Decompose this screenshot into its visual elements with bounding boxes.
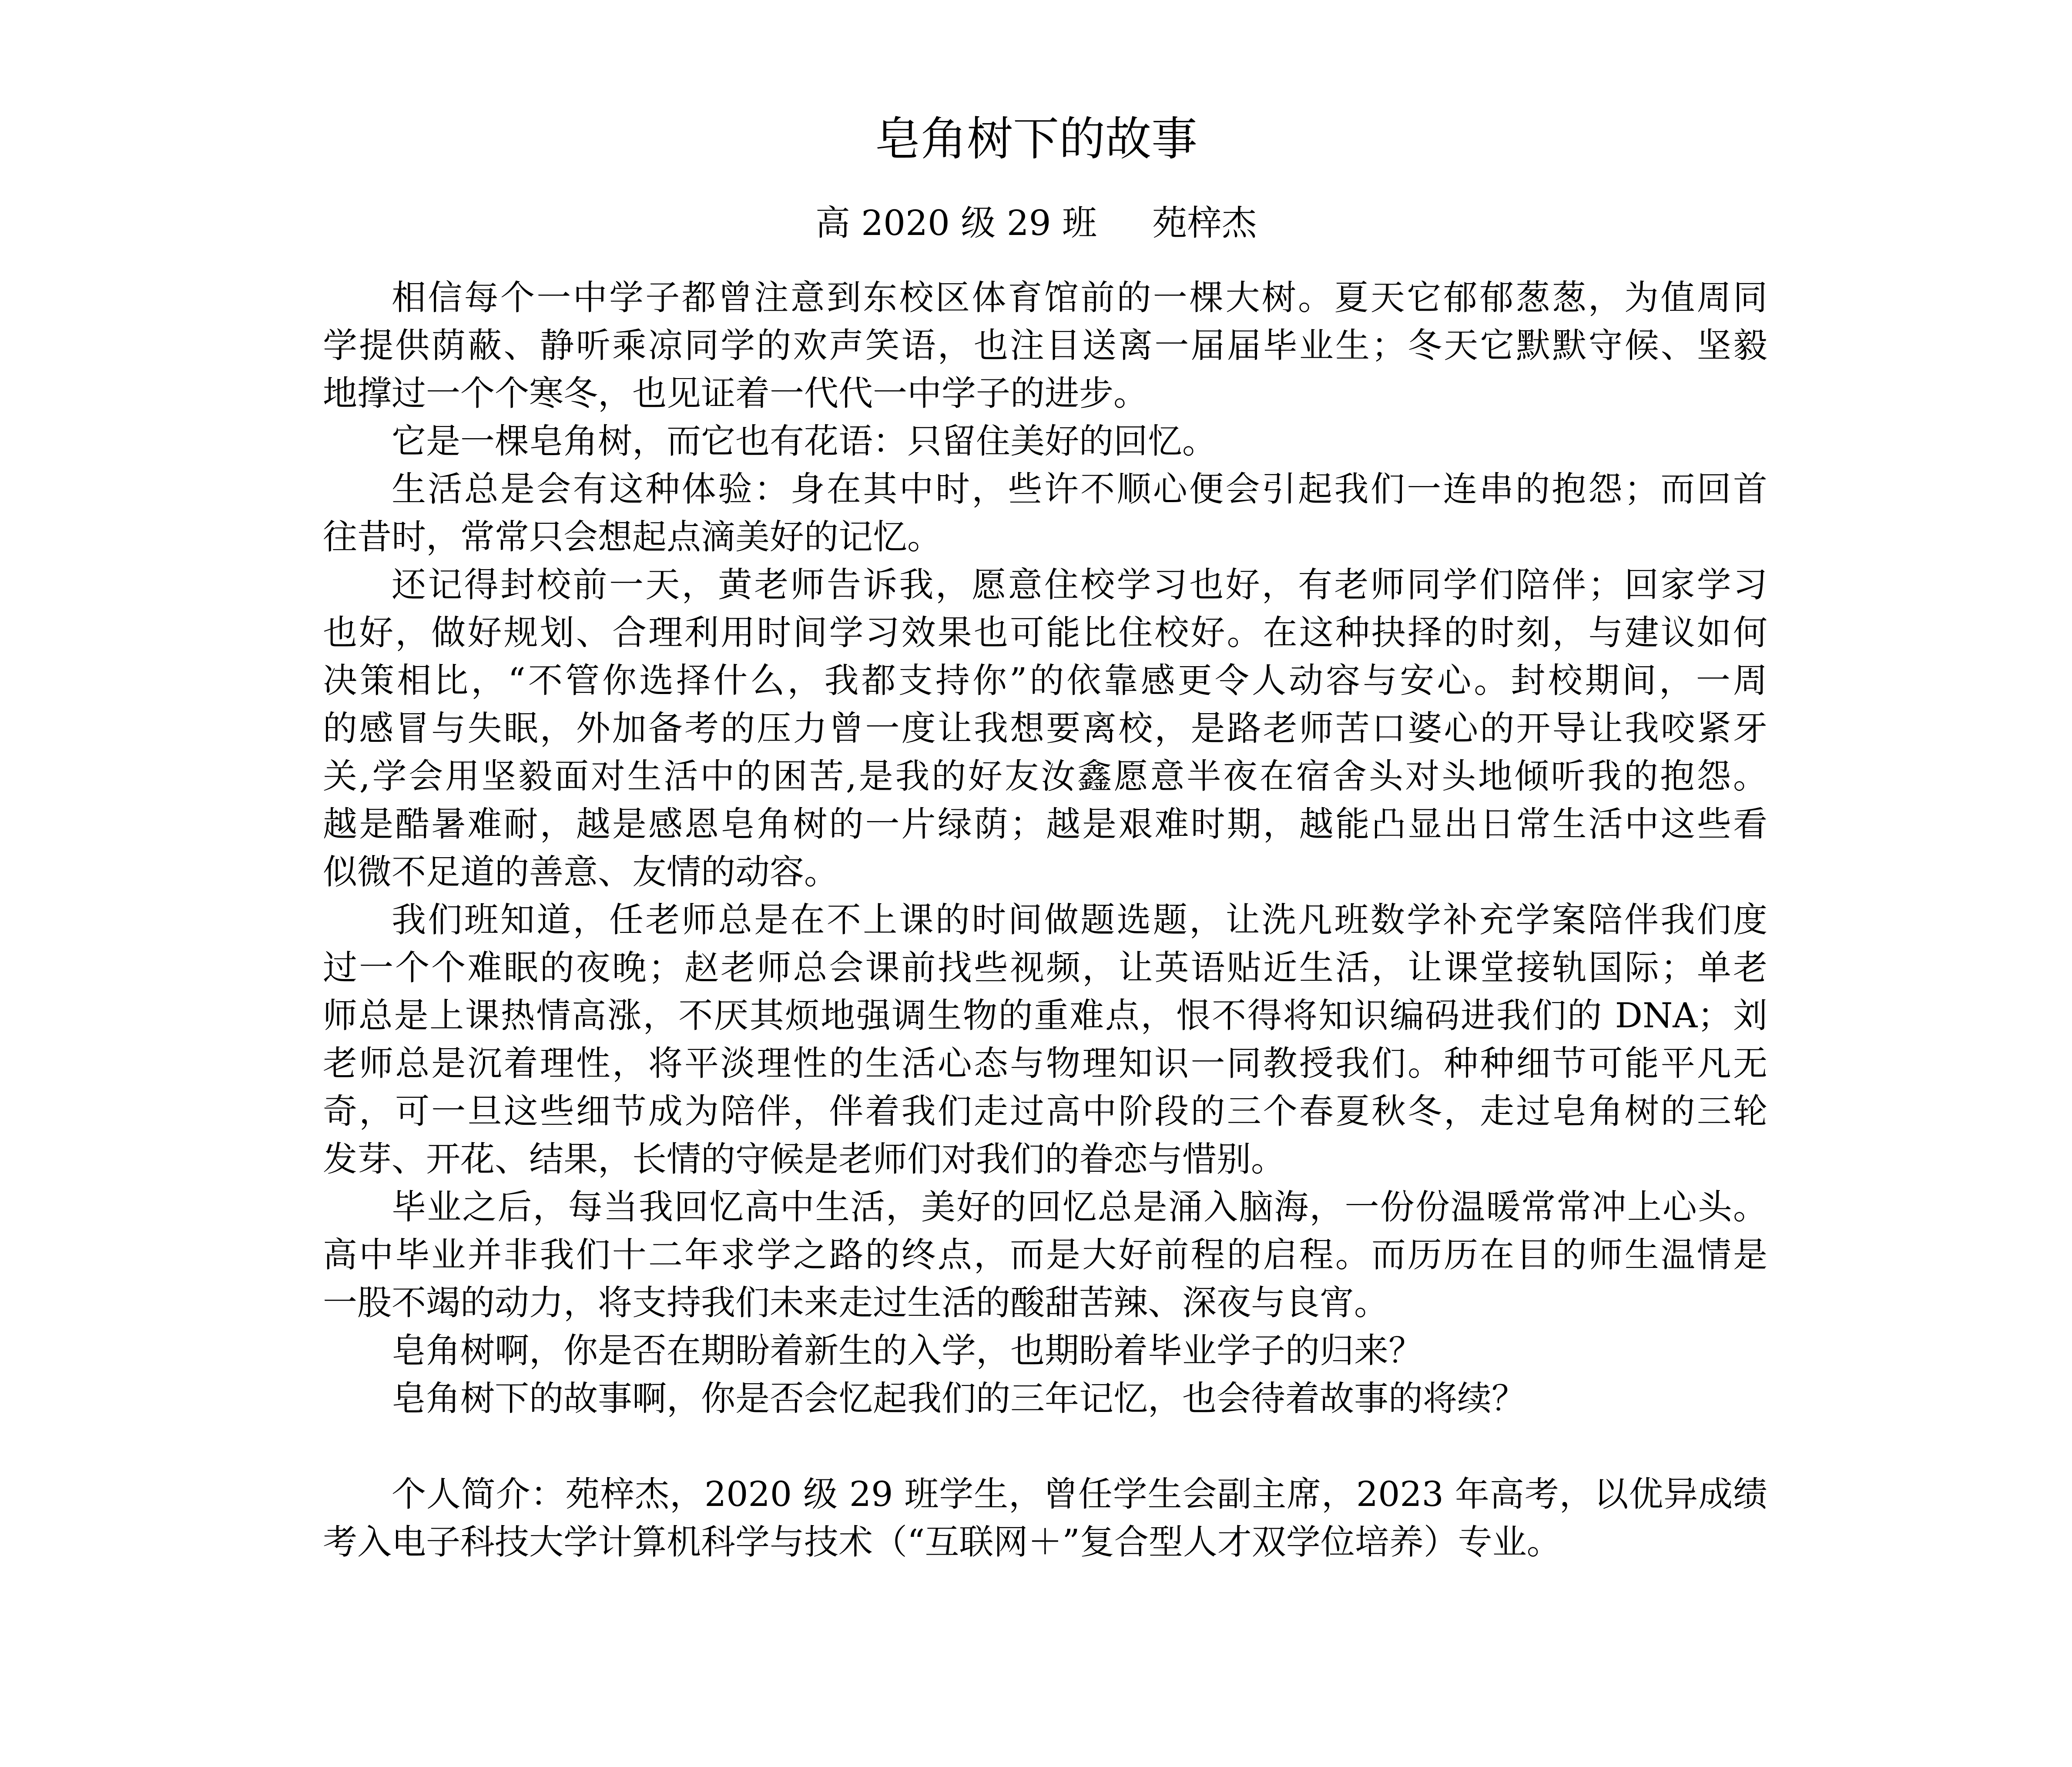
paragraph-line: 皂角树下的故事啊，你是否会忆起我们的三年记忆，也会待着故事的将续？ [392, 1378, 1526, 1418]
paragraph-line: 还记得封校前一天，黄老师告诉我，愿意住校学习也好，有老师同学们陪伴；回家学习 [392, 565, 1767, 605]
paragraph-line: 它是一棵皂角树，而它也有花语：只留住美好的回忆。 [392, 421, 1217, 461]
paragraph-line: 越是酷暑难耐，越是感恩皂角树的一片绿荫；越是艰难时期，越能凸显出日常生活中这些看 [323, 804, 1767, 844]
paragraph-line: 我们班知道，任老师总是在不上课的时间做题选题，让洗凡班数学补充学案陪伴我们度 [392, 900, 1767, 940]
article-body [323, 274, 1767, 1566]
paragraph-line: 一股不竭的动力，将支持我们未来走过生活的酸甜苦辣、深夜与良宵。 [323, 1283, 1388, 1323]
paragraph-line: 老师总是沉着理性，将平淡理性的生活心态与物理知识一同教授我们。种种细节可能平凡无 [323, 1043, 1767, 1083]
author-bio [323, 1470, 1767, 1566]
paragraph-line: 过一个个难眠的夜晚；赵老师总会课前找些视频，让英语贴近生活，让课堂接轨国际；单老 [323, 948, 1767, 988]
paragraph-line: 往昔时，常常只会想起点滴美好的记忆。 [323, 517, 942, 557]
paragraph [323, 1183, 1767, 1327]
author-byline: 高 2020 级 29 班 苑梓杰 [815, 203, 1257, 243]
paragraph-line: 生活总是会有这种体验：身在其中时，些许不顺心便会引起我们一连串的抱怨；而回首 [392, 469, 1767, 509]
paragraph-line: 似微不足道的善意、友情的动容。 [323, 852, 838, 892]
document-title: 皂角树下的故事 [875, 112, 1197, 166]
paragraph [323, 1327, 1767, 1375]
paragraph-line: 奇，可一旦这些细节成为陪伴，伴着我们走过高中阶段的三个春夏秋冬，走过皂角树的三轮 [323, 1091, 1767, 1131]
bio-line: 考入电子科技大学计算机科学与技术（“互联网＋”复合型人才双学位培养）专业。 [323, 1522, 1561, 1562]
paragraph-line: 毕业之后，每当我回忆高中生活，美好的回忆总是涌入脑海，一份份温暖常常冲上心头。 [392, 1187, 1767, 1227]
paragraph-line: 皂角树啊，你是否在期盼着新生的入学，也期盼着毕业学子的归来？ [392, 1331, 1423, 1371]
paragraph-line: 的感冒与失眠，外加备考的压力曾一度让我想要离校，是路老师苦口婆心的开导让我咬紧牙 [323, 708, 1767, 748]
paragraph [323, 417, 1767, 465]
paragraph-line: 相信每个一中学子都曾注意到东校区体育馆前的一棵大树。夏天它郁郁葱葱，为值周同 [392, 278, 1767, 318]
paragraph [323, 465, 1767, 561]
paragraph-line: 关,学会用坚毅面对生活中的困苦,是我的好友汝鑫愿意半夜在宿舍头对头地倾听我的抱怨。 [323, 756, 1767, 796]
paragraph-line: 也好，做好规划、合理利用时间学习效果也可能比住校好。在这种抉择的时刻，与建议如何 [323, 613, 1767, 653]
paragraph [323, 274, 1767, 417]
paragraph [323, 896, 1767, 1183]
paragraph [323, 561, 1767, 896]
paragraph-line: 学提供荫蔽、静听乘凉同学的欢声笑语，也注目送离一届届毕业生；冬天它默默守候、坚毅 [323, 325, 1767, 365]
paragraph [323, 1375, 1767, 1422]
bio-line: 个人简介：苑梓杰，2020 级 29 班学生，曾任学生会副主席，2023 年高考，以优异成绩 [392, 1474, 1767, 1514]
paragraph-line: 决策相比，“不管你选择什么，我都支持你”的依靠感更令人动容与安心。封校期间，一周 [323, 661, 1767, 701]
paragraph-line: 发芽、开花、结果，长情的守候是老师们对我们的眷恋与惜别。 [323, 1139, 1285, 1179]
paragraph-line: 师总是上课热情高涨，不厌其烦地强调生物的重难点，恨不得将知识编码进我们的 DNA；刘 [323, 996, 1767, 1036]
paragraph-line: 地撑过一个个寒冬，也见证着一代代一中学子的进步。 [323, 373, 1148, 413]
paragraph-line: 高中毕业并非我们十二年求学之路的终点，而是大好前程的启程。而历历在目的师生温情是 [323, 1235, 1767, 1275]
